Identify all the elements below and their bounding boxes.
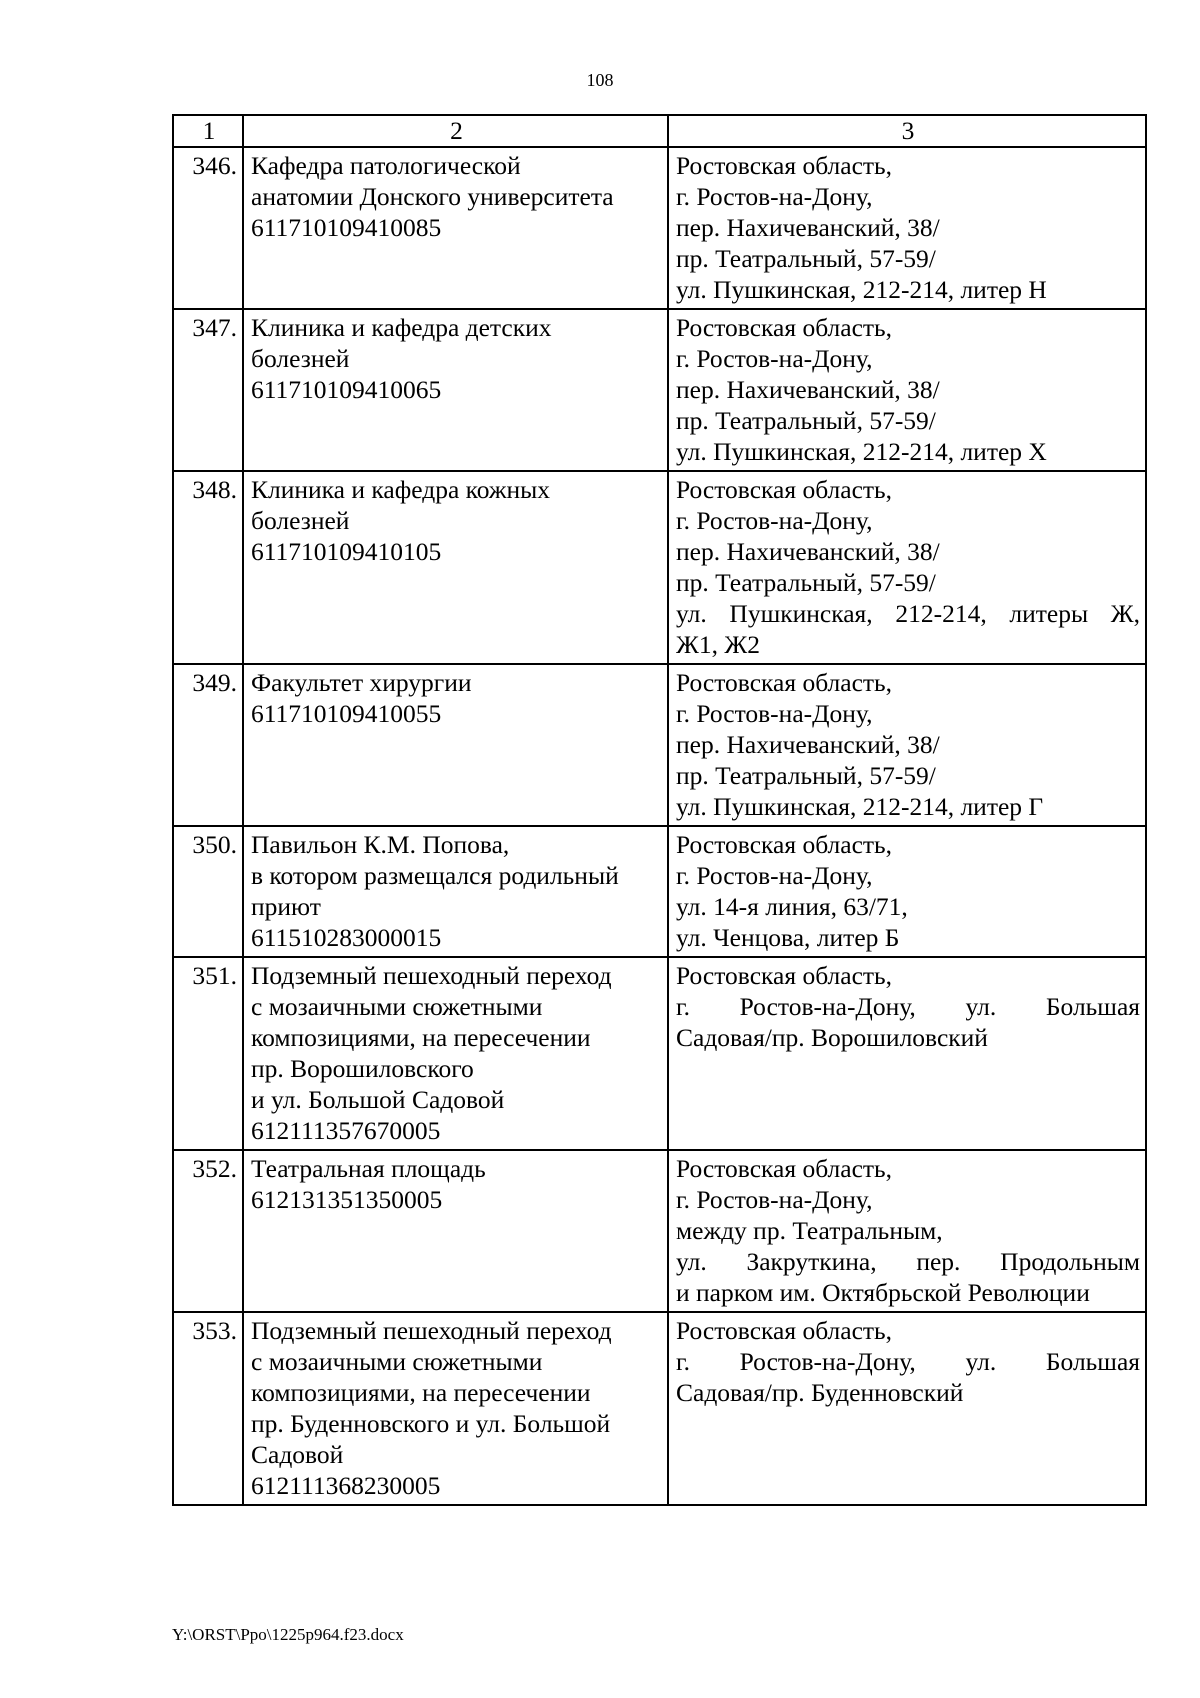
address-line: и парком им. Октябрьской Революции: [676, 1278, 1090, 1307]
object-name-line: Клиника и кафедра кожных: [251, 475, 550, 504]
address-line: ул. Пушкинская, 212-214, литер Г: [676, 792, 1044, 821]
address-line: г. Ростов-на-Дону,: [676, 861, 873, 890]
object-name-line: с мозаичными сюжетными: [251, 1347, 543, 1376]
object-name-cell: [243, 147, 668, 309]
row-number: 347.: [173, 309, 243, 471]
object-name-line: 612131351350005: [251, 1185, 443, 1214]
address-line: г. Ростов-на-Дону,: [676, 344, 873, 373]
column-header-number: 1: [173, 115, 243, 147]
object-name-line: 611710109410085: [251, 213, 442, 242]
address-line: пр. Театральный, 57-59/: [676, 244, 936, 273]
address-cell: [668, 826, 1146, 957]
object-name-line: пр. Буденновского и ул. Большой: [251, 1409, 611, 1438]
address-line: ул. Пушкинская, 212-214, литер Н: [676, 275, 1047, 304]
table-row: [173, 471, 1146, 664]
address-line: ул. 14-я линия, 63/71,: [676, 892, 908, 921]
registry-table: [172, 114, 1147, 1506]
address-line: Ростовская область,: [676, 1154, 893, 1183]
column-header-address: 3: [668, 115, 1146, 147]
object-name-line: 611710109410105: [251, 537, 442, 566]
object-name-line: Кафедра патологической: [251, 151, 521, 180]
object-name-line: 611510283000015: [251, 923, 442, 952]
address-line: пр. Театральный, 57-59/: [676, 761, 936, 790]
table-row: [173, 147, 1146, 309]
object-name-cell: [243, 309, 668, 471]
object-name-line: болезней: [251, 506, 350, 535]
object-name-line: композициями, на пересечении: [251, 1378, 591, 1407]
address-cell: [668, 471, 1146, 664]
page-number: 108: [586, 70, 614, 90]
address-line: пр. Театральный, 57-59/: [676, 568, 936, 597]
object-name-line: 611710109410055: [251, 699, 442, 728]
object-name-cell: [243, 471, 668, 664]
object-name-line: с мозаичными сюжетными: [251, 992, 543, 1021]
object-name-line: болезней: [251, 344, 350, 373]
address-line: Ростовская область,: [676, 1316, 893, 1345]
table-row: [173, 826, 1146, 957]
address-line: пер. Нахичеванский, 38/: [676, 537, 940, 566]
object-name-cell: [243, 957, 668, 1150]
table-row: [173, 957, 1146, 1150]
table-row: [173, 309, 1146, 471]
address-line: г. Ростов-на-Дону, ул. Большая: [676, 1347, 1140, 1376]
address-line: пер. Нахичеванский, 38/: [676, 730, 940, 759]
address-line: Ростовская область,: [676, 313, 893, 342]
address-line: г. Ростов-на-Дону,: [676, 506, 873, 535]
table-row: [173, 1150, 1146, 1312]
object-name-line: Подземный пешеходный переход: [251, 1316, 612, 1345]
object-name-line: приют: [251, 892, 321, 921]
address-line: г. Ростов-на-Дону,: [676, 182, 873, 211]
row-number: 350.: [173, 826, 243, 957]
column-header-name: 2: [243, 115, 668, 147]
object-name-cell: [243, 1150, 668, 1312]
address-cell: [668, 957, 1146, 1150]
object-name-cell: [243, 664, 668, 826]
address-line: ул. Пушкинская, 212-214, литер Х: [676, 437, 1047, 466]
address-cell: [668, 147, 1146, 309]
object-name-line: 612111357670005: [251, 1116, 441, 1145]
object-name-line: Павильон К.М. Попова,: [251, 830, 510, 859]
object-name-line: Садовой: [251, 1440, 344, 1469]
address-line: между пр. Театральным,: [676, 1216, 943, 1245]
object-name-cell: [243, 826, 668, 957]
table-row: [173, 1312, 1146, 1505]
object-name-cell: [243, 1312, 668, 1505]
address-line: Ростовская область,: [676, 830, 893, 859]
object-name-line: Театральная площадь: [251, 1154, 486, 1183]
object-name-line: Клиника и кафедра детских: [251, 313, 552, 342]
object-name-line: композициями, на пересечении: [251, 1023, 591, 1052]
object-name-line: 612111368230005: [251, 1471, 441, 1500]
address-line: ул. Ченцова, литер Б: [676, 923, 900, 952]
object-name-line: анатомии Донского университета: [251, 182, 614, 211]
object-name-line: и ул. Большой Садовой: [251, 1085, 505, 1114]
row-number: 346.: [173, 147, 243, 309]
registry-table-body: [173, 115, 1146, 1505]
table-header-row: [173, 115, 1146, 147]
object-name-line: в котором размещался родильный: [251, 861, 619, 890]
address-line: пр. Театральный, 57-59/: [676, 406, 936, 435]
address-line: Садовая/пр. Буденновский: [676, 1378, 964, 1407]
table-row: [173, 664, 1146, 826]
row-number: 353.: [173, 1312, 243, 1505]
address-line: Ростовская область,: [676, 668, 893, 697]
address-cell: [668, 309, 1146, 471]
address-cell: [668, 1312, 1146, 1505]
address-line: пер. Нахичеванский, 38/: [676, 375, 940, 404]
row-number: 352.: [173, 1150, 243, 1312]
address-line: ул. Закруткина, пер. Продольным: [676, 1247, 1140, 1276]
address-cell: [668, 1150, 1146, 1312]
address-line: Ростовская область,: [676, 961, 893, 990]
footer-file-path: Y:\ORST\Ppo\1225p964.f23.docx: [172, 1625, 404, 1644]
row-number: 348.: [173, 471, 243, 664]
address-cell: [668, 664, 1146, 826]
address-line: г. Ростов-на-Дону,: [676, 1185, 873, 1214]
object-name-line: Подземный пешеходный переход: [251, 961, 612, 990]
address-line: Ж1, Ж2: [676, 630, 760, 659]
address-line: ул. Пушкинская, 212-214, литеры Ж,: [676, 599, 1140, 628]
object-name-line: 611710109410065: [251, 375, 442, 404]
row-number: 349.: [173, 664, 243, 826]
object-name-line: Факультет хирургии: [251, 668, 472, 697]
address-line: пер. Нахичеванский, 38/: [676, 213, 940, 242]
address-line: г. Ростов-на-Дону,: [676, 699, 873, 728]
row-number: 351.: [173, 957, 243, 1150]
address-line: Ростовская область,: [676, 151, 893, 180]
address-line: Ростовская область,: [676, 475, 893, 504]
address-line: Садовая/пр. Ворошиловский: [676, 1023, 988, 1052]
address-line: г. Ростов-на-Дону, ул. Большая: [676, 992, 1140, 1021]
object-name-line: пр. Ворошиловского: [251, 1054, 474, 1083]
